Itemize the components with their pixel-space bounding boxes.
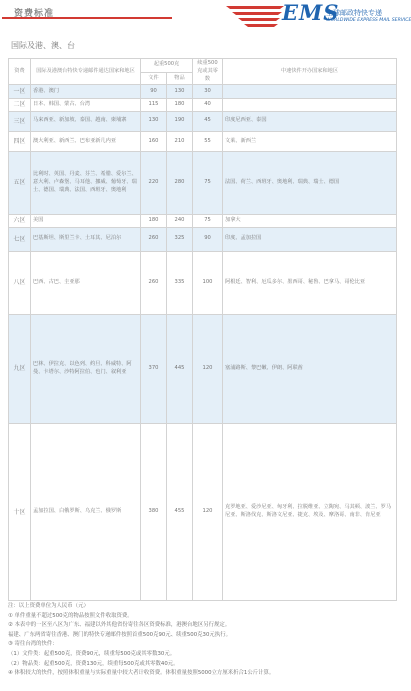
zone-label: 一区 [9,85,31,98]
region-cell: 巴基斯坦、斯里兰卡、土耳其、尼泊尔 [31,227,141,251]
item-price: 190 [167,111,193,131]
ems-logo [222,0,411,32]
ems-wordmark: EMS [282,0,340,25]
extra-price: 40 [193,98,223,111]
extra-price: 120 [193,314,223,423]
col-intranet-header: 中速快件开办国家和地区 [223,59,397,85]
col-doc-header: 文件 [141,72,167,85]
zone-label: 七区 [9,227,31,251]
doc-price: 160 [141,131,167,151]
item-price: 280 [167,152,193,215]
region-cell: 日本、韩国、蒙古、台湾 [31,98,141,111]
item-price: 180 [167,98,193,111]
item-price: 240 [167,214,193,227]
doc-price: 90 [141,85,167,98]
note-line: ① 单件重量不超过500克的物品按照文件收取资费。 [8,612,133,619]
doc-price: 180 [141,214,167,227]
doc-price: 380 [141,423,167,601]
intranet-cell: 阿根廷、智利、厄瓜多尔、墨西哥、秘鲁、巴拿马、哥伦比亚 [223,251,397,314]
doc-price: 260 [141,251,167,314]
extra-price: 55 [193,131,223,151]
zone-label: 六区 [9,214,31,227]
col-region-header: 国际及港澳台特快专递邮件通达国家和地区 [31,59,141,85]
section-heading: 国际及港、澳、台 [11,41,75,50]
note-line: 注：以上资费单位为人民币（元） [8,603,89,609]
zone-label: 五区 [9,152,31,215]
extra-price: 90 [193,227,223,251]
extra-price: 45 [193,111,223,131]
intranet-cell: 加拿大 [223,214,397,227]
item-price: 455 [167,423,193,601]
note-line: （1）文件类：起重500克，资费90元，续重每500克或其零数30元。 [8,650,176,657]
table-row [9,423,397,601]
note-line: ④ 体积较大的快件，按照体积重量与实际重量中较大者计收资费。体积重量按照5000立方厘米折合1公斤计算。 [8,670,275,677]
extra-price: 30 [193,85,223,98]
col-item-header: 物品 [167,72,193,85]
intranet-cell: 克罗地亚、爱沙尼亚、匈牙利、拉脱维亚、立陶宛、马其顿、波兰、罗马尼亚、斯洛伐克、斯洛文尼亚、捷克、埃及、摩洛哥、南非、肯尼亚 [223,423,397,601]
region-cell: 巴西、古巴、圭亚那 [31,251,141,314]
intranet-cell [223,98,397,111]
zone-label: 二区 [9,98,31,111]
extra-price: 75 [193,214,223,227]
item-price: 130 [167,85,193,98]
extra-price: 75 [193,152,223,215]
intranet-cell: 文莱、新西兰 [223,131,397,151]
region-cell: 澳大利亚、新西兰、巴布亚新几内亚 [31,131,141,151]
intranet-cell: 塞浦路斯、黎巴嫩、伊朗、阿联酋 [223,314,397,423]
item-price: 445 [167,314,193,423]
page-title: 资费标准 [14,9,55,19]
ems-en-name: WORLDWIDE EXPRESS MAIL SERVICE [326,18,411,23]
note-line: ② 本表中的一区至八区为广东、福建以外其他省份寄往各区资费标准，港澳台地区另行规定。 [8,622,231,629]
region-cell: 比利时、英国、丹麦、芬兰、希腊、爱尔兰、意大利、卢森堡、马耳他、挪威、葡萄牙、瑞士、德国、瑞典、法国、西班牙、奥地利 [31,152,141,215]
extra-price: 120 [193,423,223,601]
zone-label: 三区 [9,111,31,131]
rate-table [8,58,397,601]
intranet-cell: 法国、荷兰、西班牙、奥地利、瑞典、瑞士、德国 [223,152,397,215]
title-bar [2,5,172,19]
item-price: 325 [167,227,193,251]
table-row [9,314,397,423]
extra-price: 100 [193,251,223,314]
note-line: ③ 寄往台湾的快件： [8,641,58,648]
note-line: 福建、广东两省寄往香港、澳门的特快专递邮件按照首重500克90元、续重500克30元执行。 [8,631,231,638]
table-row [9,251,397,314]
doc-price: 130 [141,111,167,131]
intranet-cell: 印度、孟加拉国 [223,227,397,251]
table-row [9,227,397,251]
doc-price: 115 [141,98,167,111]
item-price: 335 [167,251,193,314]
table-row [9,111,397,131]
col-first-weight-header: 起重500克 [141,59,193,73]
col-extra-header: 续重500克或其零数 [193,59,223,85]
item-price: 210 [167,131,193,151]
header [0,0,411,36]
table-row [9,152,397,215]
table-row [9,85,397,98]
zone-label: 十区 [9,423,31,601]
doc-price: 370 [141,314,167,423]
table-row [9,214,397,227]
note-line: （2）物品类：起重500克，资费130元，续重每500克或其零数40元。 [8,660,179,667]
region-cell: 香港、澳门 [31,85,141,98]
table-row [9,131,397,151]
notes [8,602,396,679]
zone-label: 九区 [9,314,31,423]
zone-label: 八区 [9,251,31,314]
doc-price: 220 [141,152,167,215]
region-cell: 美国 [31,214,141,227]
table-row [9,98,397,111]
region-cell: 孟加拉国、白俄罗斯、乌克兰、俄罗斯 [31,423,141,601]
region-cell: 巴林、伊拉克、以色列、约旦、科威特、阿曼、卡塔尔、沙特阿拉伯、也门、叙利亚 [31,314,141,423]
region-cell: 马来西亚、新加坡、泰国、越南、柬埔寨 [31,111,141,131]
zone-label: 四区 [9,131,31,151]
ems-cn-name: 全球邮政特快专递 [326,9,382,17]
doc-price: 260 [141,227,167,251]
intranet-cell: 印度尼西亚、泰国 [223,111,397,131]
intranet-cell [223,85,397,98]
col-zone-header: 资费 [9,59,31,85]
